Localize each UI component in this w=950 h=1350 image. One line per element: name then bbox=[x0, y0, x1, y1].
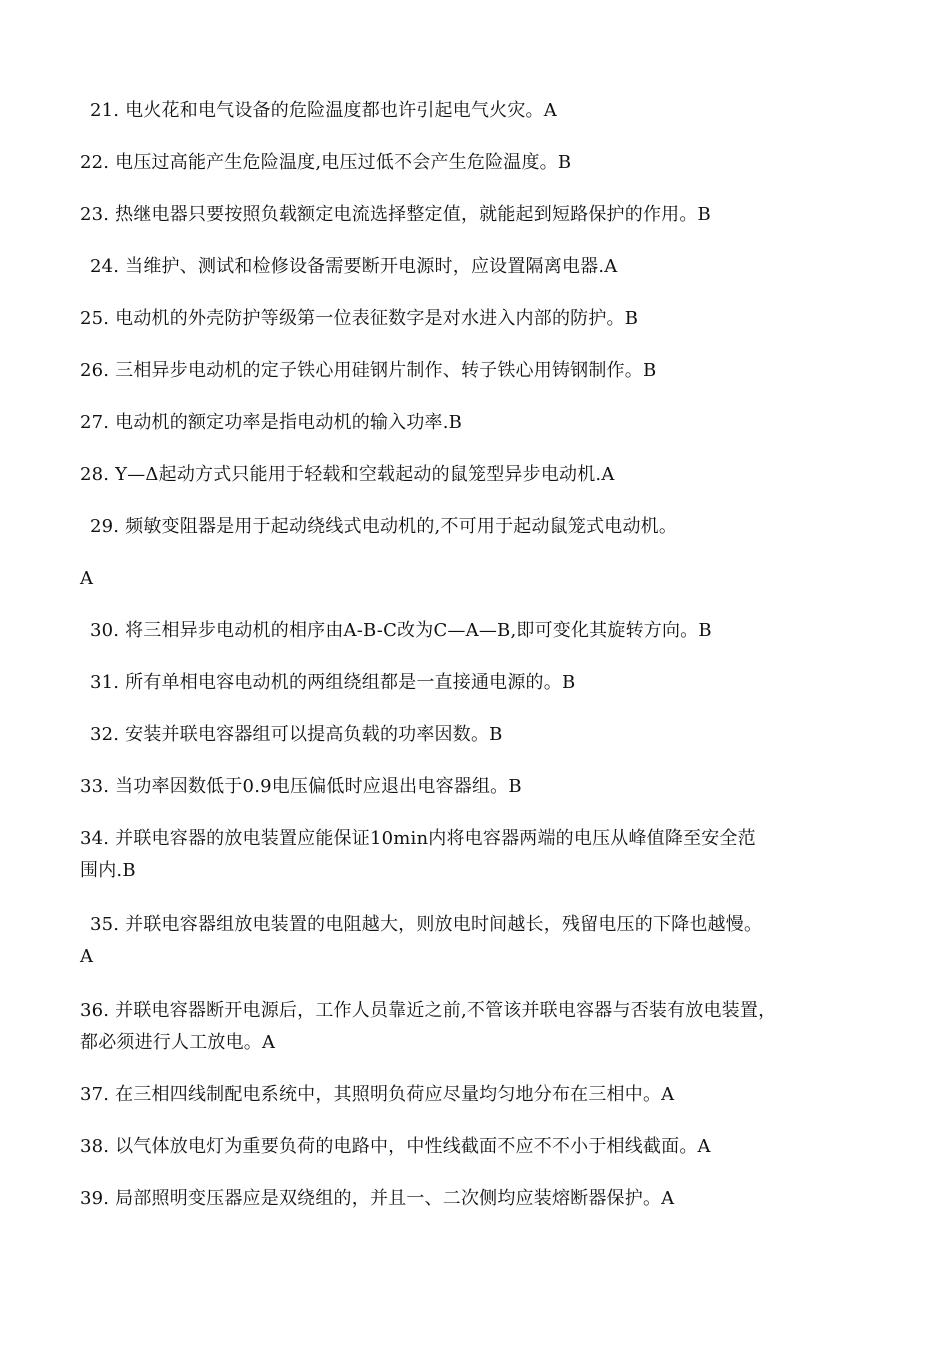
question-39: 39. 局部照明变压器应是双绕组的，并且一、二次侧均应装熔断器保护。A bbox=[80, 1188, 675, 1209]
question-22: 22. 电压过高能产生危险温度,电压过低不会产生危险温度。B bbox=[80, 152, 572, 173]
question-29-answer: A bbox=[80, 568, 94, 589]
question-31: 31. 所有单相电容电动机的两组绕组都是一直接通电源的。B bbox=[90, 672, 576, 693]
question-34: 34. 并联电容器的放电装置应能保证10min内将电容器两端的电压从峰值降至安全范 bbox=[80, 828, 756, 849]
question-32: 32. 安装并联电容器组可以提高负载的功率因数。B bbox=[90, 724, 503, 745]
question-21: 21. 电火花和电气设备的危险温度都也许引起电气火灾。A bbox=[90, 100, 557, 121]
question-23: 23. 热继电器只要按照负载额定电流选择整定值，就能起到短路保护的作用。B bbox=[80, 204, 711, 225]
question-24: 24. 当维护、测试和检修设备需要断开电源时，应设置隔离电器.A bbox=[90, 256, 618, 277]
question-30: 30. 将三相异步电动机的相序由A-B-C改为C—A—B,即可变化其旋转方向。B bbox=[90, 620, 712, 641]
question-29: 29. 频敏变阻器是用于起动绕线式电动机的,不可用于起动鼠笼式电动机。 bbox=[90, 516, 678, 537]
question-38: 38. 以气体放电灯为重要负荷的电路中，中性线截面不应不不小于相线截面。A bbox=[80, 1136, 711, 1157]
question-34-cont: 围内.B bbox=[80, 860, 136, 881]
question-25: 25. 电动机的外壳防护等级第一位表征数字是对水进入内部的防护。B bbox=[80, 308, 639, 329]
question-33: 33. 当功率因数低于0.9电压偏低时应退出电容器组。B bbox=[80, 776, 522, 797]
question-36-cont: 都必须进行人工放电。A bbox=[80, 1032, 276, 1053]
question-37: 37. 在三相四线制配电系统中，其照明负荷应尽量均匀地分布在三相中。A bbox=[80, 1084, 675, 1105]
question-28: 28. Y—Δ起动方式只能用于轻载和空载起动的鼠笼型异步电动机.A bbox=[80, 464, 615, 485]
question-35: 35. 并联电容器组放电装置的电阻越大，则放电时间越长，残留电压的下降也越慢。 bbox=[90, 914, 763, 935]
question-36: 36. 并联电容器断开电源后，工作人员靠近之前,不管该并联电容器与否装有放电装置， bbox=[80, 1000, 777, 1021]
question-26: 26. 三相异步电动机的定子铁心用硅钢片制作、转子铁心用铸钢制作。B bbox=[80, 360, 657, 381]
question-35-answer: A bbox=[80, 946, 94, 967]
question-27: 27. 电动机的额定功率是指电动机的输入功率.B bbox=[80, 412, 463, 433]
